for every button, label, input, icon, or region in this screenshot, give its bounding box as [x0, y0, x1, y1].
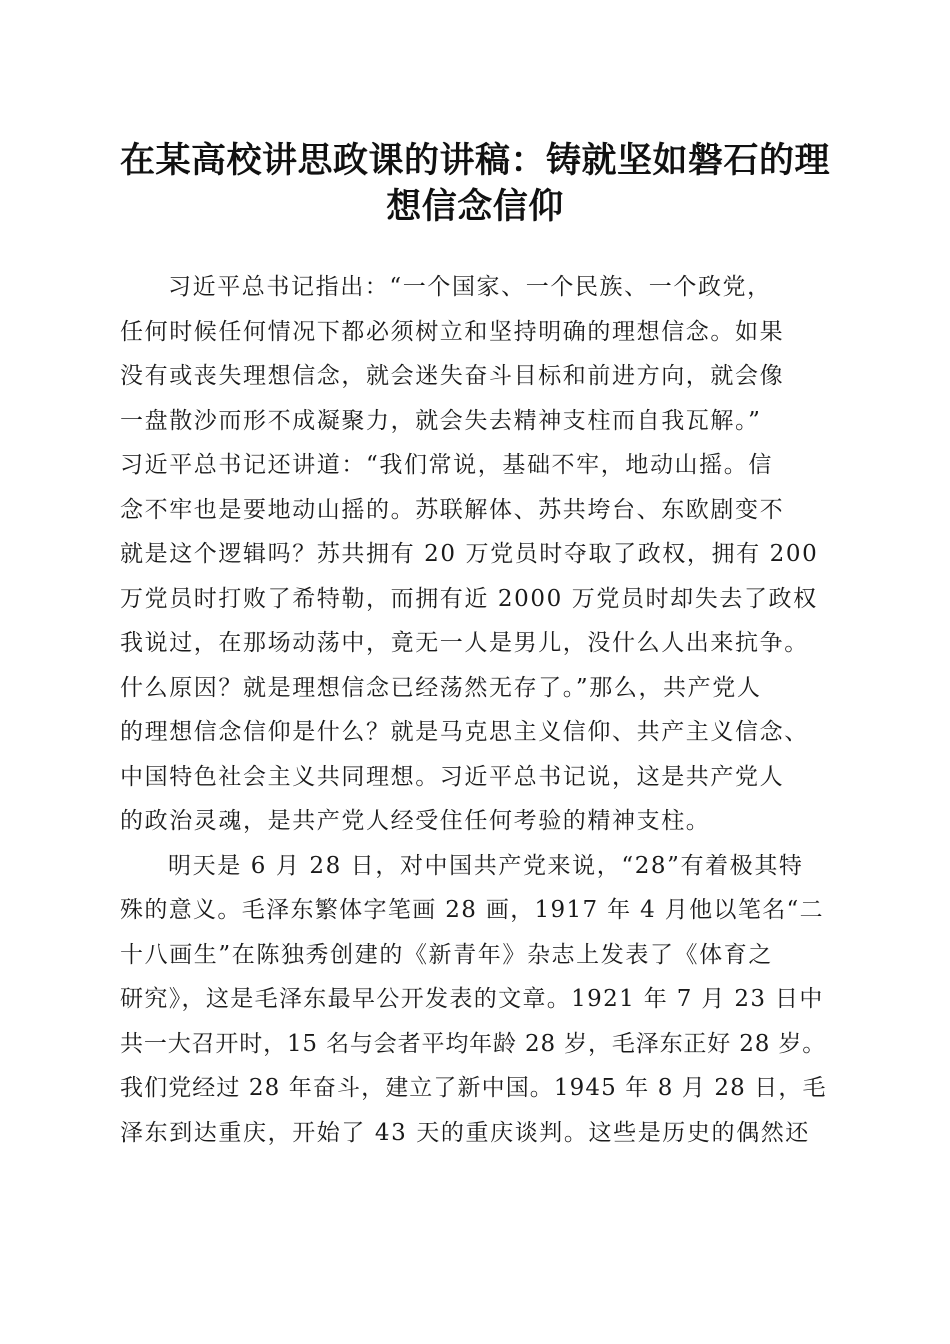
title-line: 在某高校讲思政课的讲稿：铸就坚如磐石的理: [119, 141, 830, 181]
paragraph-line: 什么原因？就是理想信念已经荡然无存了。”那么，共产党人: [120, 674, 762, 701]
paragraph-line: 泽东到达重庆，开始了 43 天的重庆谈判。这些是历史的偶然还: [120, 1119, 810, 1146]
paragraph-line: 共一大召开时，15 名与会者平均年龄 28 岁，毛泽东正好 28 岁。: [120, 1030, 827, 1057]
paragraph-line: 研究》，这是毛泽东最早公开发表的文章。1921 年 7 月 23 日中: [120, 986, 824, 1012]
paragraph-line: 任何时候任何情况下都必须树立和坚持明确的理想信念。如果: [120, 318, 785, 345]
paragraph-line: 万党员时打败了希特勒，而拥有近 2000 万党员时却失去了政权: [120, 585, 818, 612]
paragraph-line: 的理想信念信仰是什么？就是马克思主义信仰、共产主义信念、: [120, 719, 809, 745]
paragraph-line: 我说过，在那场动荡中，竟无一人是男儿，没什么人出来抗争。: [120, 630, 809, 656]
paragraph-line: 中国特色社会主义共同理想。习近平总书记说，这是共产党人: [120, 763, 785, 790]
document-body: [120, 265, 832, 1155]
paragraph-first-line: 明天是 6 月 28 日，对中国共产党来说，“28”有着极其特: [168, 852, 804, 879]
paragraph-line: 没有或丧失理想信念，就会迷失奋斗目标和前进方向，就会像: [120, 363, 785, 389]
title-line: 想信念信仰: [386, 187, 564, 227]
paragraph-line: 一盘散沙而形不成凝聚力，就会失去精神支柱而自我瓦解。”: [120, 407, 762, 434]
paragraph-line: 的政治灵魂，是共产党人经受住任何考验的精神支柱。: [120, 808, 711, 834]
paragraph-line: 就是这个逻辑吗？苏共拥有 20 万党员时夺取了政权，拥有 200: [120, 541, 819, 567]
paragraph-first-line: 习近平总书记指出：“一个国家、一个民族、一个政党，: [168, 274, 772, 300]
paragraph-line: 我们党经过 28 年奋斗，建立了新中国。1945 年 8 月 28 日，毛: [120, 1075, 827, 1101]
paragraph-line: 习近平总书记还讲道：“我们常说，基础不牢，地动山摇。信: [120, 452, 773, 478]
document-title: [110, 138, 840, 230]
paragraph-line: 念不牢也是要地动山摇的。苏联解体、苏共垮台、东欧剧变不: [120, 496, 785, 523]
paragraph-line: 殊的意义。毛泽东繁体字笔画 28 画，1917 年 4 月他以笔名“二: [120, 897, 824, 923]
paragraph-line: 十八画生”在陈独秀创建的《新青年》杂志上发表了《体育之: [120, 941, 773, 968]
